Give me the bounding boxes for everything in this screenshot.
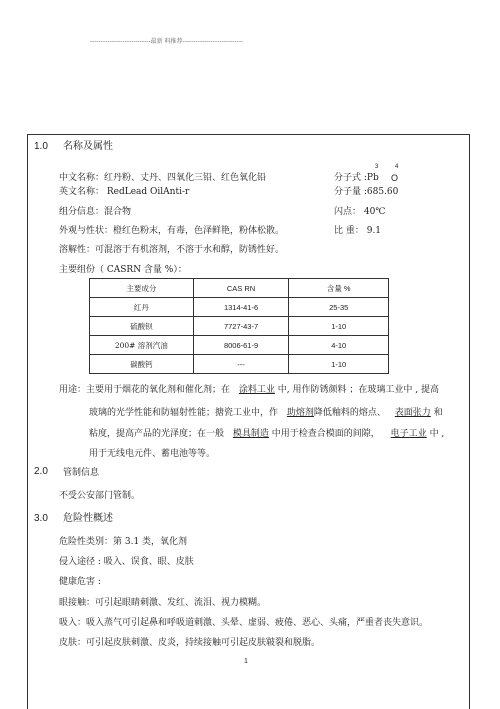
- table-header-row: [90, 279, 389, 298]
- table-cell: 1-10: [289, 355, 389, 374]
- table-cell: 7727-43-7: [193, 317, 289, 336]
- composition-label: 主要组份（ CASRN 含量 %）：: [59, 265, 187, 275]
- table-header: 主要成分: [90, 279, 194, 298]
- table-cell: 硫酸钡: [90, 317, 194, 336]
- usage-term-coatings: 涂料工业: [238, 385, 275, 395]
- usage-text: 中用于检查合模面的间隙，: [271, 429, 380, 439]
- table-cell: 25-35: [289, 298, 389, 317]
- table-cell: 4-10: [289, 336, 389, 355]
- composition-table: [89, 278, 389, 374]
- formula-label: 分子式 :Pb: [334, 173, 379, 183]
- table-cell: ---: [193, 355, 289, 374]
- formula-oxygen: O: [391, 173, 399, 183]
- english-name: 英文名称： RedLead OilAnti-r: [59, 187, 190, 197]
- molecular-weight: 分子量 :685.60: [334, 187, 399, 197]
- formula-subscript-4: 4: [395, 164, 399, 170]
- usage-line-1: [59, 384, 439, 396]
- composition: 组分信息：混合物: [59, 207, 132, 217]
- usage-term-flux: 助熔剂: [286, 408, 314, 418]
- section-title: 管制信息: [63, 468, 100, 478]
- usage-text: 粘度，提高产品的光泽度；在一般: [89, 429, 225, 439]
- usage-term-electronics: 电子工业: [390, 429, 427, 439]
- section-number: 3.0: [34, 513, 48, 524]
- usage-term-mold-making: 模具制造: [232, 429, 269, 439]
- table-cell: 8006-61-9: [193, 336, 289, 355]
- table-cell: 200# 溶剂汽油: [90, 336, 194, 355]
- usage-line-3: [89, 428, 444, 440]
- usage-text: 和: [433, 408, 443, 418]
- table-cell: 1-10: [289, 317, 389, 336]
- page-header: ----------------------------最新 料推荐----------------------------: [90, 38, 244, 45]
- hazard-route: 侵入途径 : 吸入、误食、眼、皮肤: [59, 557, 194, 567]
- section-number: 1.0: [34, 141, 48, 152]
- table-row: [90, 355, 389, 374]
- table-cell: 碳酸钙: [90, 355, 194, 374]
- page-number: 1: [244, 658, 248, 665]
- hazard-class: 危险性类别：第 3.1 类，氧化剂: [59, 537, 188, 547]
- section-number: 2.0: [34, 466, 48, 477]
- section-title: 名称及属性: [63, 141, 113, 152]
- formula-subscript-3: 3: [375, 164, 379, 170]
- usage-text: 降低釉料的熔点、: [313, 408, 386, 418]
- table-row: [90, 298, 389, 317]
- usage-text: 玻璃的光学性能和防辐射性能；搪瓷工业中，作: [89, 408, 279, 418]
- usage-line-4: 用于无线电元件、蓄电池等等。: [89, 449, 216, 459]
- hazard-inhale: 吸入：吸入蒸气可引起鼻和呼吸道刺激、头晕、虚弱、疲倦、恶心、头痛，严重者丧失意识。: [59, 618, 429, 628]
- table-cell: 红丹: [90, 298, 194, 317]
- appearance: 外观与性状：橙红色粉末，有毒，色泽鲜艳，粉体松散。: [59, 226, 285, 236]
- hazard-eye: 眼接触：可引起眼睛刺激、发红、流泪、视力模糊。: [59, 598, 267, 608]
- table-row: [90, 336, 389, 355]
- table-cell: 1314-41-6: [193, 298, 289, 317]
- usage-text: 中 ,: [429, 429, 445, 439]
- solubility: 溶解性：可混溶于有机溶剂，不溶于水和醇，防锈性好。: [59, 245, 285, 255]
- chinese-name: 中文名称：红丹粉、丈丹、四氧化三铅、红色氧化铅: [59, 173, 267, 183]
- regulation-text: 不受公安部门管制。: [59, 491, 141, 501]
- table-header: 含量 %: [289, 279, 389, 298]
- table-row: [90, 317, 389, 336]
- hazard-skin: 皮肤：可引起皮肤刺激、皮炎，持续接触可引起皮肤皲裂和脱脂。: [59, 638, 321, 648]
- table-header: CAS RN: [193, 279, 289, 298]
- hazard-health: 健康危害 :: [59, 577, 101, 587]
- usage-line-2: [89, 407, 443, 419]
- usage-text: 中, 用作防锈颜料 ；在玻璃工业中 , 提高: [277, 385, 439, 395]
- usage-term-surface-tension: 表面张力: [394, 408, 431, 418]
- section-title: 危险性概述: [63, 513, 113, 524]
- density: 比 重： 9.1: [334, 226, 382, 236]
- usage-text: 用途：主要用于烟花的氧化剂和催化剂；在: [59, 385, 231, 395]
- flash-point: 闪点： 40℃: [334, 207, 386, 217]
